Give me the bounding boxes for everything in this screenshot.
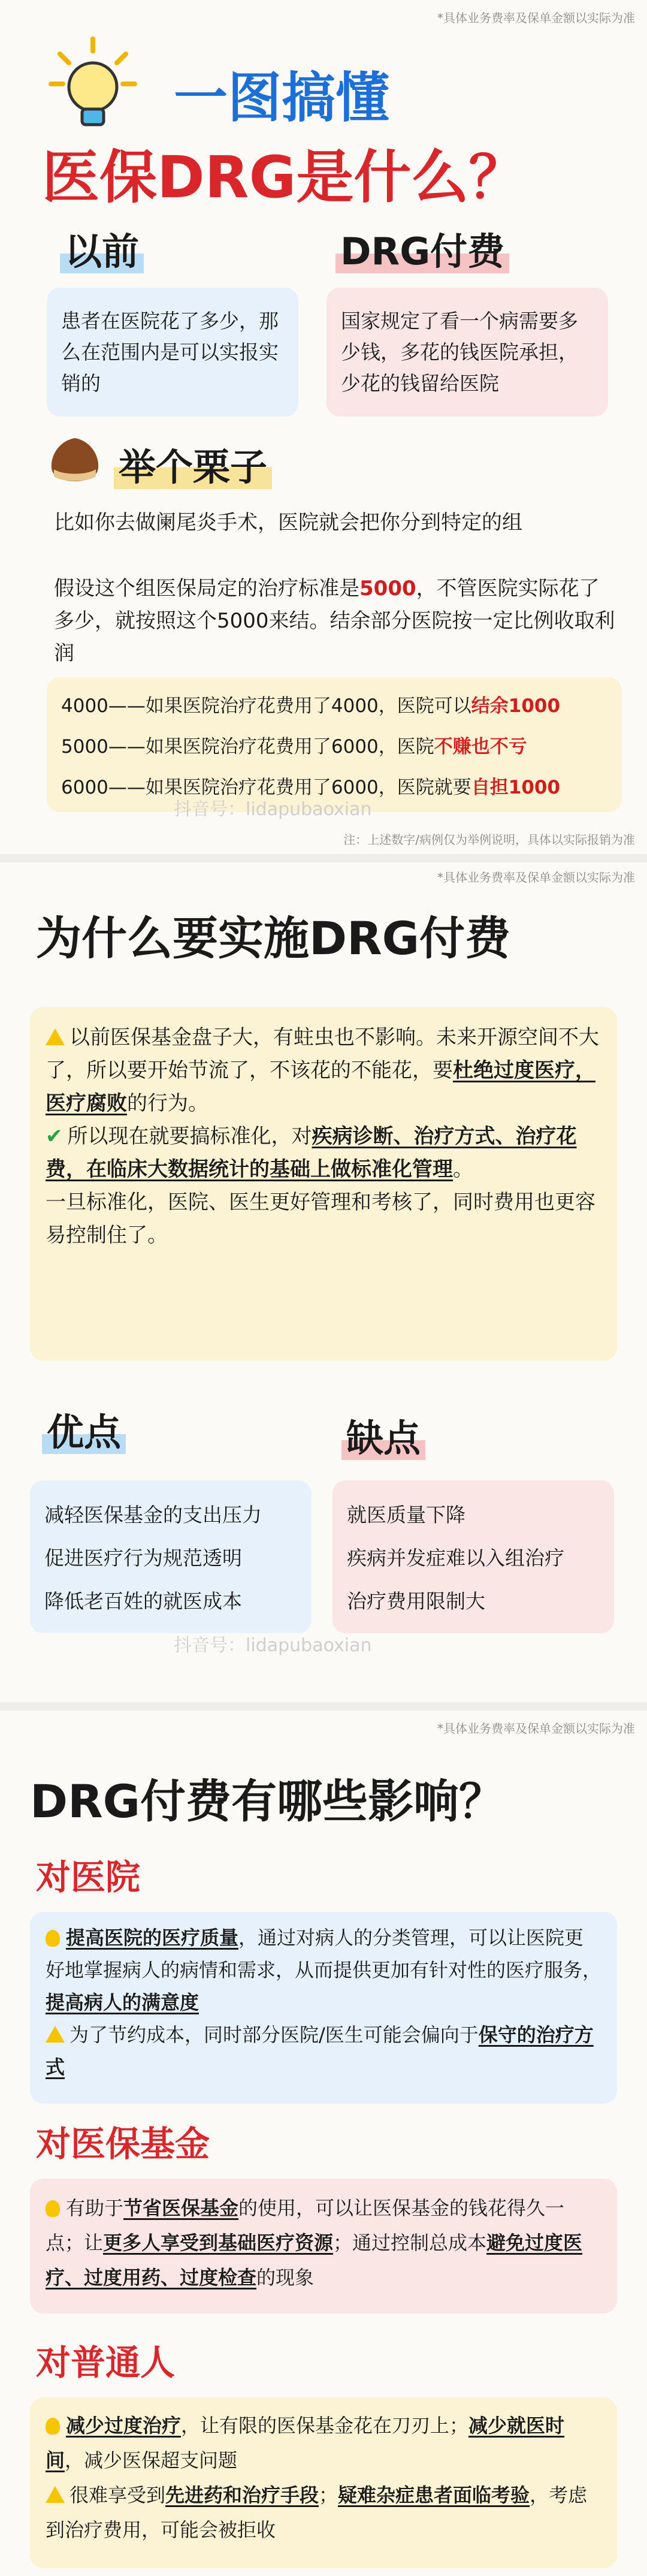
warning-icon [46, 1028, 65, 1045]
cons-item: 就医质量下降 [347, 1503, 465, 1527]
pros-item: 减轻医保基金的支出压力 [44, 1503, 262, 1527]
disclaimer-top: *具体业务费率及保单金额以实际为准 [437, 11, 635, 25]
pros-card [30, 1480, 312, 1633]
disclaimer-bottom: *具体业务费率及保单金额以实际为准 [437, 1721, 635, 1736]
cons-item: 疾病并发症难以入组治疗 [347, 1546, 564, 1570]
main-title-line1: 一图搞懂 [174, 67, 389, 129]
example-row: 5000——如果医院治疗花费用了6000，医院不赚也不亏 [61, 736, 527, 758]
hospital-label: 对医院 [36, 1857, 141, 1898]
cons-card [332, 1480, 614, 1633]
fund-label: 对医保基金 [36, 2123, 210, 2164]
example-paragraph-2: 假设这个组医保局定的治疗标准是5000，不管医院实际花了多少，就按照这个5000来结。结余部分医院按一定比例收取利润 [54, 577, 615, 665]
before-card [47, 288, 298, 417]
pros-item: 促进医疗行为规范透明 [44, 1546, 242, 1570]
disclaimer-mid: *具体业务费率及保单金额以实际为准 [437, 870, 635, 885]
people-paragraph-1: 减少过度治疗，让有限的医保基金花在刀刃上；减少就医时间，减少医保超支问题 [46, 2414, 565, 2472]
cons-item: 治疗费用限制大 [347, 1589, 485, 1613]
drg-card [326, 288, 608, 417]
example-results-card [47, 677, 622, 812]
example-row: 4000——如果医院治疗花费用了4000，医院可以结余1000 [61, 695, 561, 717]
watermark: 抖音号：lidapubaoxian [174, 1635, 372, 1656]
hospital-paragraph-1: 提高医院的医疗质量，通过对病人的分类管理，可以让医院更好地掌握病人的病情和需求，从而提供更加有针对性的医疗服务，提高病人的满意度 [46, 1926, 602, 2014]
fund-card [30, 2179, 617, 2313]
before-text: 患者在医院花了多少，那么在范围内是可以实报实销的 [61, 309, 279, 395]
cons-label: 缺点 [341, 1408, 425, 1462]
why-card [30, 1007, 617, 1361]
fund-paragraph: 有助于节省医保基金的使用，可以让医保基金的钱花得久一点；让更多人享受到基础医疗资源；通过控制总成本避免过度医疗、过度用药、过度检查的现象 [46, 2197, 583, 2289]
impact-title: DRG付费有哪些影响？ [30, 1775, 504, 1828]
section-divider [0, 1702, 647, 1711]
why-paragraph-2: ✔ 所以现在就要搞标准化，对疾病诊断、治疗方式、治疗花费，在临床大数据统计的基础上做标准化管理。 [46, 1124, 577, 1181]
lightbulb-icon [48, 36, 138, 132]
people-paragraph-2: 很难享受到先进药和治疗手段；疑难杂症患者面临考验，考虑到治疗费用，可能会被拒收 [46, 2484, 588, 2541]
hospital-paragraph-2: 为了节约成本，同时部分医院/医生可能会偏向于保守的治疗方式 [46, 2023, 594, 2079]
lightbulb-bullet-icon [46, 2418, 60, 2435]
example-footnote: 注：上述数字/病例仅为举例说明，具体以实际报销为准 [343, 832, 635, 847]
example-row: 6000——如果医院治疗花费用了6000，医院就要自担1000 [61, 777, 561, 798]
example-paragraph-1: 比如你去做阑尾炎手术，医院就会把你分到特定的组 [54, 511, 522, 535]
drg-text: 国家规定了看一个病需要多少钱，多花的钱医院承担，少花的钱留给医院 [341, 309, 578, 395]
people-card [30, 2397, 617, 2568]
why-paragraph-1: 以前医保基金盘子大，有蛀虫也不影响。未来开源空间不大了，所以要开始节流了，不该花的不能花，要杜绝过度医疗，医疗腐败的行为。 [46, 1025, 599, 1115]
chestnut-icon [48, 435, 102, 485]
pros-item: 降低老百姓的就医成本 [44, 1589, 242, 1613]
main-title-line2: 医保DRG是什么？ [42, 144, 527, 211]
pros-label: 优点 [42, 1402, 126, 1456]
lightbulb-bullet-icon [46, 1930, 60, 1947]
hospital-card [30, 1912, 617, 2104]
lightbulb-bullet-icon [46, 2200, 60, 2217]
example-label: 举个栗子 [114, 438, 272, 491]
warning-icon [46, 2486, 65, 2503]
people-label: 对普通人 [36, 2342, 176, 2383]
why-title: 为什么要实施DRG付费 [36, 912, 510, 965]
warning-icon [46, 2026, 65, 2043]
drg-label: DRG付费 [335, 222, 509, 275]
before-label: 以前 [60, 222, 144, 275]
why-paragraph-3: 一旦标准化，医院、医生更好管理和考核了，同时费用也更容易控制住了。 [46, 1190, 595, 1247]
check-icon: ✔ [46, 1124, 63, 1148]
watermark: 抖音号：lidapubaoxian [174, 799, 372, 820]
section-divider [0, 854, 647, 862]
